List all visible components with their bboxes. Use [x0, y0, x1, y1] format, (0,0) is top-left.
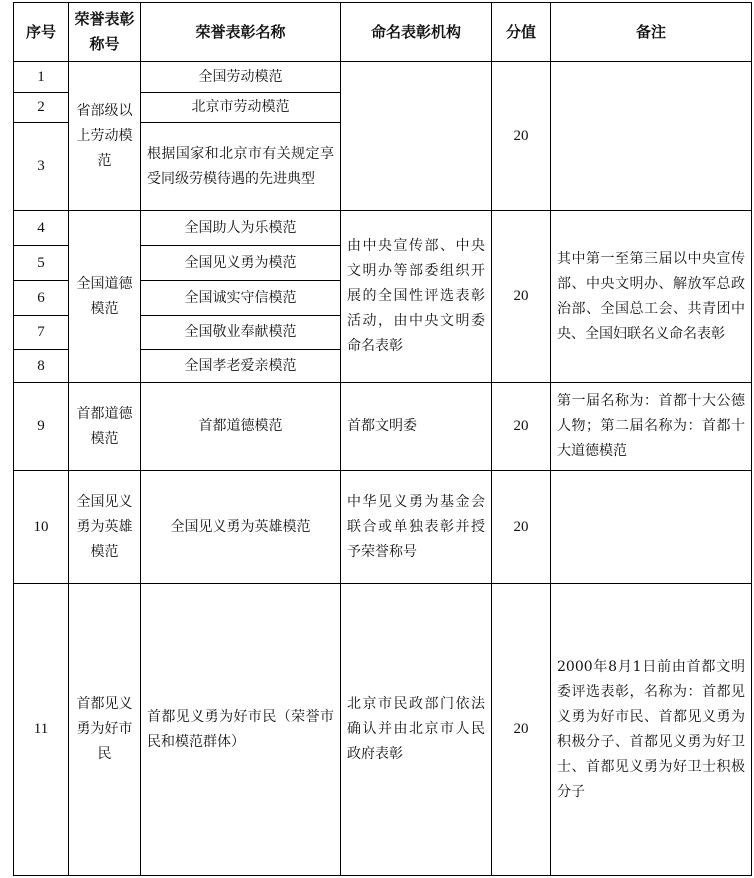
table-row: [14, 471, 752, 584]
seq-cell: 6: [14, 281, 69, 316]
score-cell: 20: [492, 211, 551, 383]
score-cell: 20: [492, 62, 551, 211]
score-cell: 20: [492, 584, 551, 876]
org-cell: 北京市民政部门依法确认并由北京市人民政府表彰: [341, 584, 492, 876]
seq-cell: 7: [14, 316, 69, 350]
category-cell: 首都见义勇为好市民: [69, 584, 141, 876]
note-cell: [551, 62, 752, 211]
name-cell: 根据国家和北京市有关规定享受同级劳模待遇的先进典型: [141, 123, 341, 211]
seq-cell: 3: [14, 123, 69, 211]
header-note: 备注: [551, 3, 752, 62]
name-cell: 全国见义勇为英雄模范: [141, 471, 341, 584]
seq-cell: 4: [14, 211, 69, 246]
header-name: 荣誉表彰名称: [141, 3, 341, 62]
header-row: [14, 3, 752, 62]
seq-cell: 8: [14, 350, 69, 383]
score-cell: 20: [492, 383, 551, 471]
header-seq: 序号: [14, 3, 69, 62]
org-cell: 中华见义勇为基金会联合或单独表彰并授予荣誉称号: [341, 471, 492, 584]
name-cell: 北京市劳动模范: [141, 93, 341, 123]
category-cell: 全国道德模范: [69, 211, 141, 383]
seq-cell: 2: [14, 93, 69, 123]
category-cell: 全国见义勇为英雄模范: [69, 471, 141, 584]
score-cell: 20: [492, 471, 551, 584]
honor-table: [13, 2, 752, 876]
header-org: 命名表彰机构: [341, 3, 492, 62]
name-cell: 首都见义勇为好市民（荣誉市民和模范群体）: [141, 584, 341, 876]
table-row: [14, 584, 752, 876]
table-row: [14, 211, 752, 246]
table-row: [14, 383, 752, 471]
seq-cell: 1: [14, 62, 69, 93]
name-cell: 首都道德模范: [141, 383, 341, 471]
seq-cell: 9: [14, 383, 69, 471]
name-cell: 全国助人为乐模范: [141, 211, 341, 246]
seq-cell: 5: [14, 246, 69, 281]
org-cell: [341, 62, 492, 211]
note-cell: 第一届名称为：首都十大公德人物；第二届名称为：首都十大道德模范: [551, 383, 752, 471]
name-cell: 全国劳动模范: [141, 62, 341, 93]
name-cell: 全国敬业奉献模范: [141, 316, 341, 350]
note-cell: [551, 471, 752, 584]
note-cell: 2000年8月1日前由首都文明委评选表彰，名称为：首都见义勇为好市民、首都见义勇为积极分子、首都见义勇为好卫士、首都见义勇为好卫士积极分子: [551, 584, 752, 876]
category-cell: 首都道德模范: [69, 383, 141, 471]
name-cell: 全国诚实守信模范: [141, 281, 341, 316]
header-score: 分值: [492, 3, 551, 62]
name-cell: 全国见义勇为模范: [141, 246, 341, 281]
category-cell: 省部级以上劳动模范: [69, 62, 141, 211]
org-cell: 首都文明委: [341, 383, 492, 471]
org-cell: 由中央宣传部、中央文明办等部委组织开展的全国性评选表彰活动，由中央文明委命名表彰: [341, 211, 492, 383]
seq-cell: 10: [14, 471, 69, 584]
table-row: [14, 62, 752, 93]
header-category: 荣誉表彰称号: [69, 3, 141, 62]
seq-cell: 11: [14, 584, 69, 876]
name-cell: 全国孝老爱亲模范: [141, 350, 341, 383]
note-cell: 其中第一至第三届以中央宣传部、中央文明办、解放军总政治部、全国总工会、共青团中央、全国妇联名义命名表彰: [551, 211, 752, 383]
